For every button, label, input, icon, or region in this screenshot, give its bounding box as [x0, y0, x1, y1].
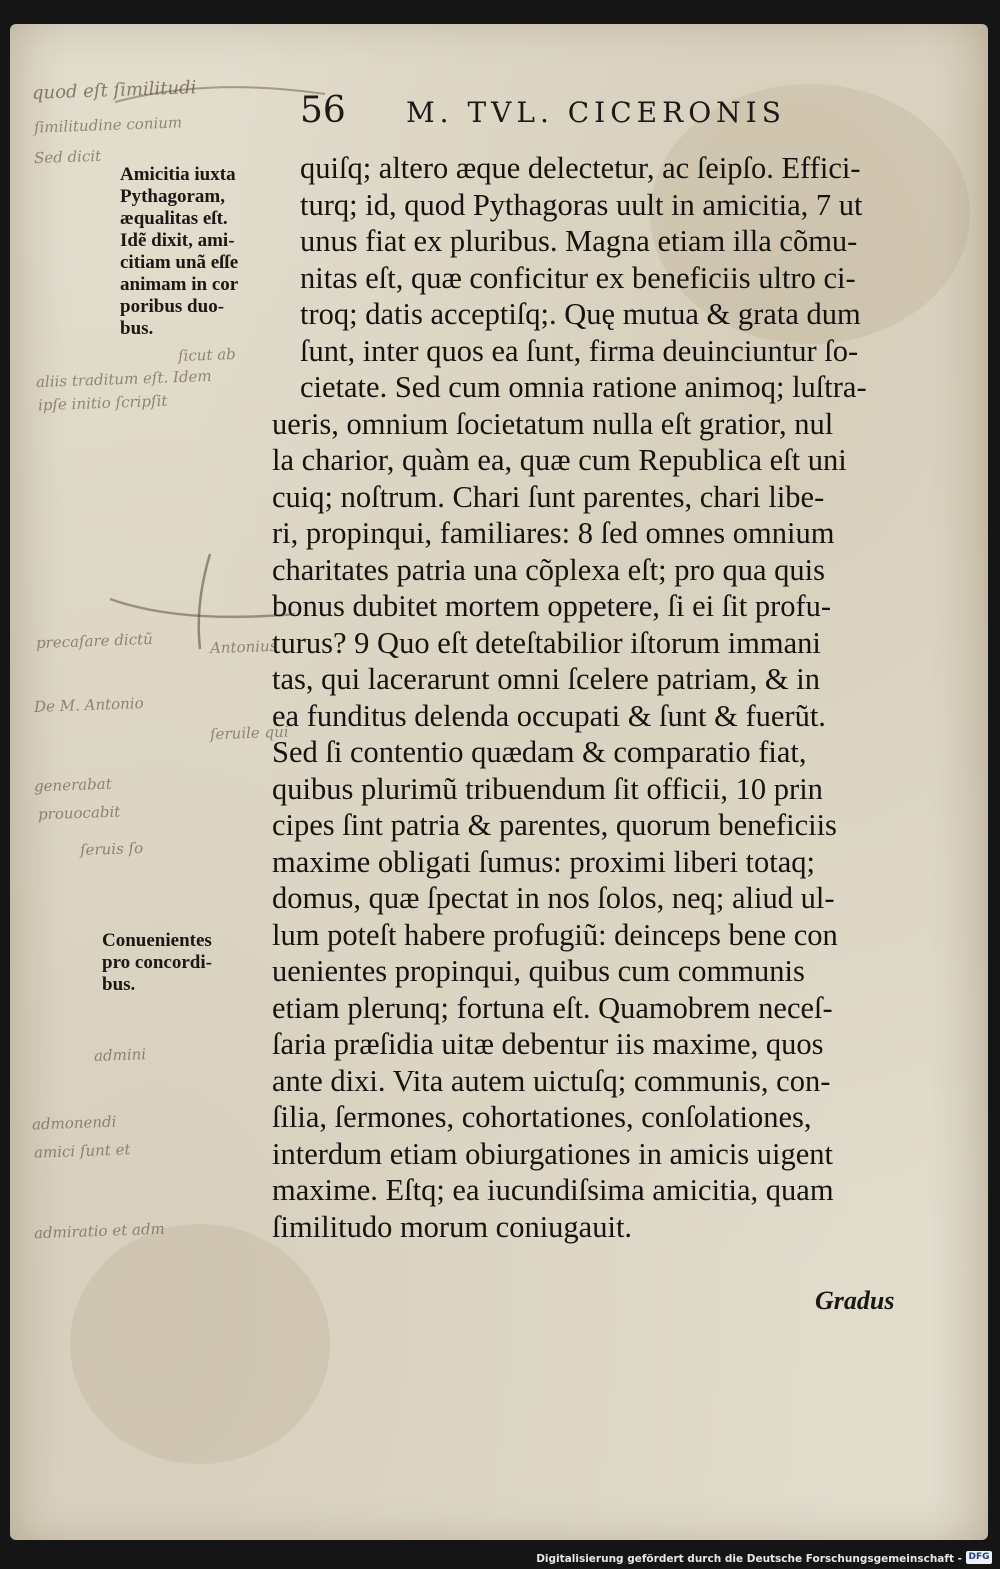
digitization-footer	[0, 1548, 1000, 1569]
margin-note-line: Pythagoram,	[120, 186, 226, 207]
margin-note-line: bus.	[120, 318, 154, 339]
text-line: maxime obligati ſumus: proximi liberi totaq;	[272, 844, 815, 879]
text-line: turus? 9 Quo eſt deteſtabilior iſtorum immani	[272, 625, 821, 660]
margin-note-line: bus.	[102, 974, 136, 995]
handwritten-note: aliis traditum eſt. Idem	[35, 366, 212, 392]
text-line: cietate. Sed cum omnia ratione animoq; luſtra-	[300, 370, 867, 404]
text-line: ſimilitudo morum coniugauit.	[272, 1209, 633, 1244]
text-line: quiſq; altero æque delectetur, ac ſeipſo. Effici-	[300, 151, 861, 185]
book-page	[10, 24, 988, 1540]
main-text-block	[272, 150, 932, 1245]
running-head: M. TVL. CICERONIS	[406, 96, 786, 129]
handwritten-note: generabat	[33, 774, 112, 796]
text-line: ueris, omnium ſocietatum nulla eſt gratior, nul	[272, 406, 834, 441]
handwritten-note: admini	[93, 1045, 147, 1065]
handwritten-note: admiratio et adm	[33, 1219, 166, 1243]
footer-credit: Digitalisierung gefördert durch die Deutsche Forschungsgemeinschaft -	[536, 1553, 962, 1565]
handwritten-note: ſicut ab	[177, 344, 237, 366]
margin-note-line: Amicitia iuxta	[120, 164, 236, 185]
handwritten-note: admonendi	[31, 1112, 117, 1134]
text-line: tas, qui lacerarunt omni ſcelere patriam, & in	[272, 662, 820, 696]
text-line: unus fiat ex pluribus. Magna etiam illa cõmu-	[300, 224, 858, 258]
text-line: turq; id, quod Pythagoras uult in amicitia, 7 ut	[300, 187, 863, 222]
margin-note-line: æqualitas eſt.	[120, 208, 228, 229]
handwritten-note: prouocabit	[37, 802, 121, 824]
margin-note-conuenientes	[102, 930, 212, 996]
text-line: maxime. Eſtq; ea iucundiſsima amicitia, quam	[272, 1173, 834, 1207]
text-line: domus, quæ ſpectat in nos ſolos, neq; aliud ul-	[272, 881, 835, 915]
handwritten-note: ipſe initio ſcripſit	[37, 391, 168, 415]
text-line: ſaria præſidia uitæ debentur iis maxime, quos	[272, 1027, 824, 1061]
text-line: la charior, quàm ea, quæ cum Republica eſt uni	[272, 443, 847, 477]
margin-note-line: Idẽ dixit, ami-	[120, 230, 235, 251]
page-number: 56	[300, 90, 346, 131]
handwritten-note: quod eſt ſimilitudi	[31, 77, 197, 104]
margin-note-line: citiam unã eſſe	[120, 252, 239, 273]
text-line: uenientes propinqui, quibus cum communis	[272, 954, 805, 988]
handwritten-note: ſeruile qui	[209, 722, 289, 744]
handwritten-note: Sed dicit	[33, 146, 102, 168]
text-line: cuiq; noſtrum. Chari ſunt parentes, chari libe-	[272, 479, 825, 514]
text-line: interdum etiam obiurgationes in amicis uigent	[272, 1136, 834, 1171]
text-line: bonus dubitet mortem oppetere, ſi ei ſit profu-	[272, 589, 832, 623]
text-line: ſunt, inter quos ea ſunt, firma deuinciuntur ſo-	[300, 333, 859, 368]
paper-stain	[70, 1224, 330, 1464]
text-line: quibus plurimũ tribuendum ſit officii, 10 prin	[272, 771, 823, 806]
handwritten-note: Antonius	[209, 636, 278, 658]
text-line: ri, propinqui, familiares: 8 ſed omnes omnium	[272, 516, 835, 550]
dfg-logo-icon: DFG	[966, 1551, 992, 1564]
margin-note-line: animam in cor	[120, 274, 239, 295]
text-line: ante dixi. Vita autem uictuſq; communis, con-	[272, 1063, 831, 1098]
text-line: etiam plerunq; fortuna eſt. Quamobrem neceſ-	[272, 990, 833, 1025]
margin-note-line: poribus duo-	[120, 296, 225, 317]
text-line: cipes ſint patria & parentes, quorum beneficiis	[272, 808, 837, 842]
text-line: ſilia, ſermones, cohortationes, conſolationes,	[272, 1100, 812, 1134]
text-line: troq; datis acceptiſq;. Quę mutua & grata dum	[300, 297, 861, 331]
text-line: Sed ſi contentio quædam & comparatio fiat,	[272, 735, 807, 769]
text-line: ea funditus delenda occupati & ſunt & fuerũt.	[272, 698, 826, 733]
handwritten-note: De M. Antonio	[33, 694, 144, 716]
margin-note-pythagoras	[120, 164, 238, 340]
handwritten-note: ſeruis ſo	[79, 838, 144, 860]
text-line: charitates patria una cõplexa eſt; pro qua quis	[272, 552, 826, 587]
catchword: Gradus	[815, 1286, 895, 1315]
handwritten-note: precaſare dictũ	[35, 629, 154, 653]
margin-note-line: Conuenientes	[102, 930, 212, 951]
text-line: nitas eſt, quæ conficitur ex beneficiis ultro ci-	[300, 260, 856, 295]
text-line: lum poteſt habere profugiũ: deinceps bene con	[272, 917, 838, 952]
pen-stroke-mark	[110, 72, 330, 112]
handwritten-note: ſimilitudine conium	[33, 113, 183, 137]
handwritten-note: amici ſunt et	[33, 1140, 131, 1162]
pen-stroke-mark	[100, 544, 300, 654]
margin-note-line: pro concordi-	[102, 952, 212, 973]
